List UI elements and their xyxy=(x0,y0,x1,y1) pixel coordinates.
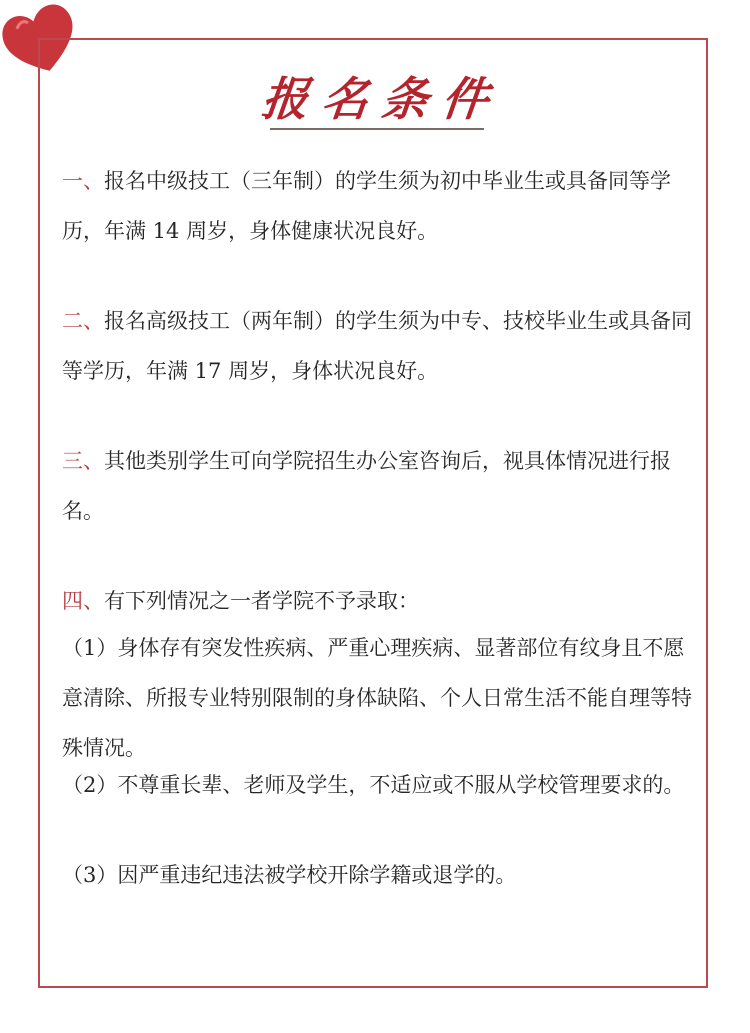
item-number: 三、 xyxy=(62,449,104,473)
item-text: 其他类别学生可向学院招生办公室咨询后，视具体情况进行报名。 xyxy=(62,449,671,523)
requirement-item-3 xyxy=(62,436,692,536)
exclusion-item-3: （3）因严重违纪违法被学校开除学籍或退学的。 xyxy=(62,863,517,887)
item-number: 二、 xyxy=(62,309,104,333)
requirement-item-1 xyxy=(62,156,692,256)
item-text: 报名中级技工（三年制）的学生须为初中毕业生或具备同等学历，年满 14 周岁，身体健康状况良好。 xyxy=(62,169,671,243)
exclusion-item-1: （1）身体存有突发性疾病、严重心理疾病、显著部位有纹身且不愿意清除、所报专业特别限制的身体缺陷、个人日常生活不能自理等特殊情况。 xyxy=(62,636,692,760)
item-number: 四、 xyxy=(62,589,104,613)
item-text: 报名高级技工（两年制）的学生须为中专、技校毕业生或具备同等学历，年满 17 周岁，身体状况良好。 xyxy=(62,309,692,383)
item-number: 一、 xyxy=(62,169,104,193)
item-text: 有下列情况之一者学院不予录取： xyxy=(104,589,419,613)
title-underline xyxy=(270,128,484,130)
title-area xyxy=(0,74,750,125)
requirement-item-2 xyxy=(62,296,692,396)
page-title: 报名条件 xyxy=(259,72,505,126)
exclusion-item-2: （2）不尊重长辈、老师及学生，不适应或不服从学校管理要求的。 xyxy=(62,773,685,797)
requirement-item-4 xyxy=(62,576,692,626)
